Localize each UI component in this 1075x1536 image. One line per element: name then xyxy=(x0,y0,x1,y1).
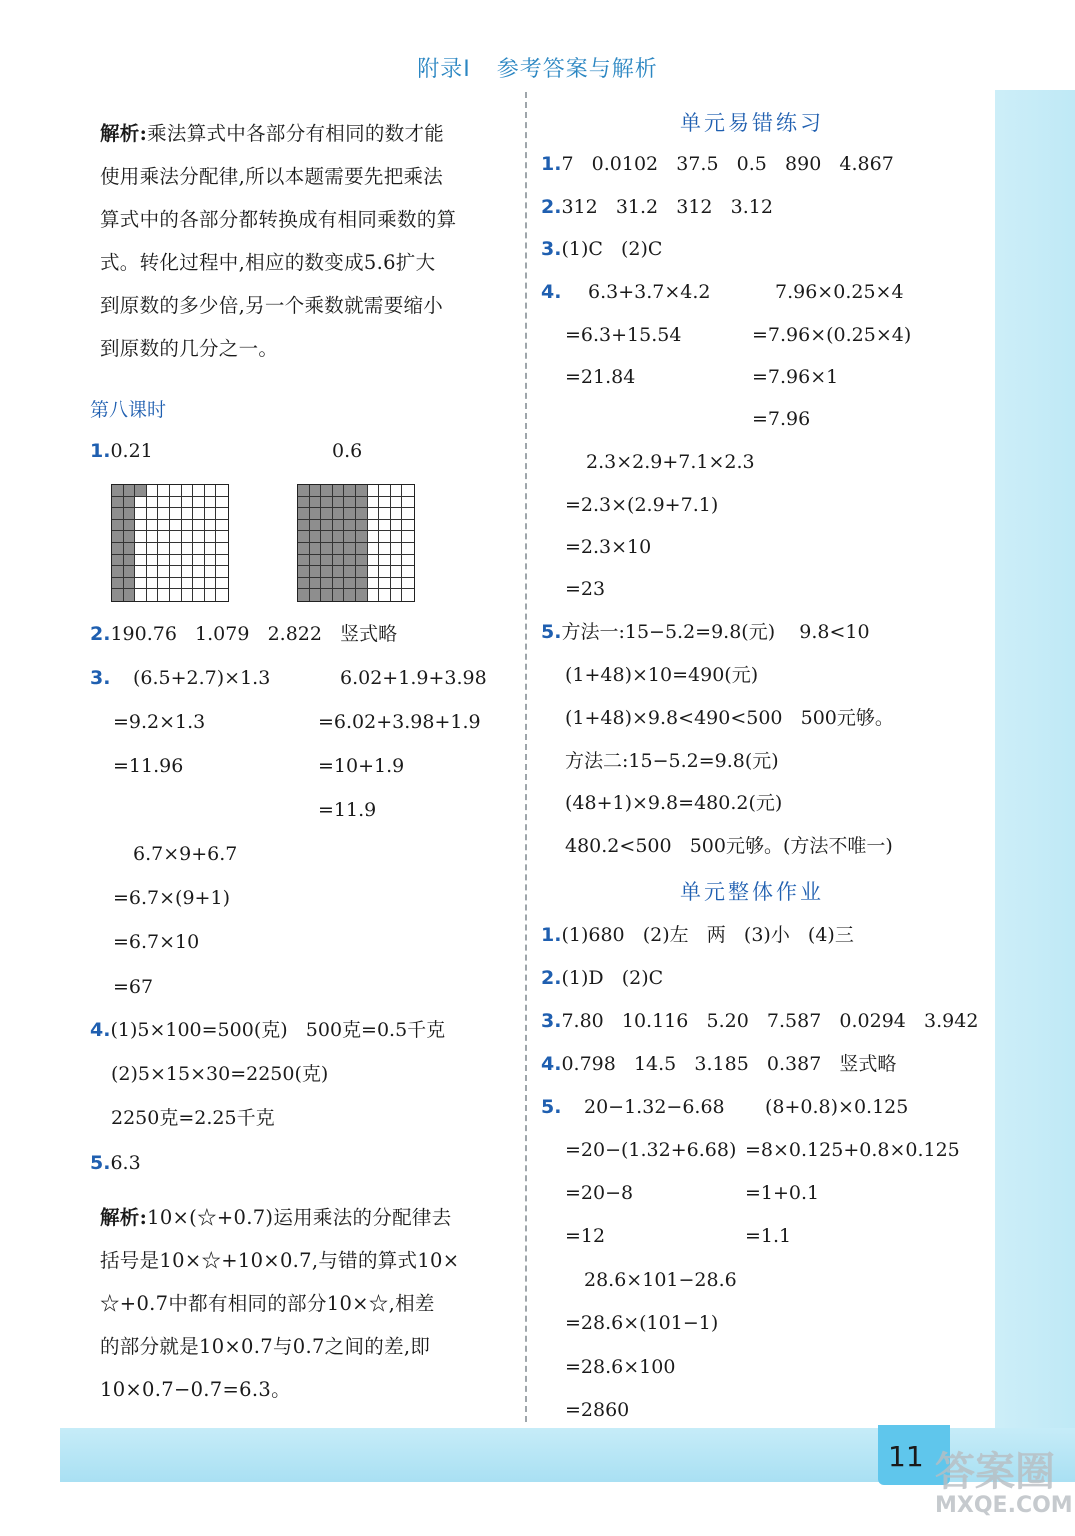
grid-cell xyxy=(193,508,205,520)
page-number: 11 xyxy=(888,1440,924,1473)
analysis-block-1 xyxy=(100,112,510,370)
grid-cell xyxy=(321,578,333,590)
grid-cell xyxy=(368,578,380,590)
grid-cell xyxy=(135,589,147,601)
analysis-line: 括号是10×☆+10×0.7,与错的算式10× xyxy=(100,1249,460,1272)
grid-cell xyxy=(391,543,403,555)
grid-cell xyxy=(344,578,356,590)
grid-cell xyxy=(182,508,194,520)
grid-cell xyxy=(193,555,205,567)
grid-cell xyxy=(402,578,414,590)
grid-cell xyxy=(391,566,403,578)
right-r3: 3.(1)C (2)C xyxy=(541,238,663,260)
grid-cell xyxy=(112,485,124,497)
right-r4-b3: =7.96 xyxy=(752,408,811,430)
right-r4-a0: 6.3+3.7×4.2 xyxy=(588,281,711,303)
grid-cell xyxy=(112,578,124,590)
grid-cell xyxy=(170,555,182,567)
left-q3-num: 3. xyxy=(90,667,111,689)
right-s5-c0: 28.6×101−28.6 xyxy=(584,1269,737,1291)
grid-cell xyxy=(205,497,217,509)
analysis-line: 10×0.7−0.7=6.3。 xyxy=(100,1378,291,1401)
grid-cell xyxy=(391,578,403,590)
grid-cell xyxy=(124,566,136,578)
grid-cell xyxy=(124,508,136,520)
header-title: 参考答案与解析 xyxy=(496,57,658,82)
grid-cell xyxy=(135,543,147,555)
left-q3-c3-2: =6.7×10 xyxy=(113,931,200,953)
analysis-label: 解析: xyxy=(100,122,148,145)
grid-cell xyxy=(368,520,380,532)
grid-cell xyxy=(124,578,136,590)
grid-cell xyxy=(379,555,391,567)
right-r5-2: (1+48)×9.8<490<500 500元够。 xyxy=(565,707,894,729)
right-r4-b2: =7.96×1 xyxy=(752,366,839,388)
grid-cell xyxy=(205,566,217,578)
grid-cell xyxy=(205,578,217,590)
grid-cell xyxy=(356,497,368,509)
grid-cell xyxy=(321,531,333,543)
left-q3-c1-0: (6.5+2.7)×1.3 xyxy=(133,667,271,689)
grid-cell xyxy=(344,497,356,509)
grid-cell xyxy=(402,485,414,497)
analysis-line: 10×(☆+0.7)运用乘法的分配律去 xyxy=(147,1206,452,1229)
grid-cell xyxy=(310,555,322,567)
grid-cell xyxy=(112,543,124,555)
grid-cell xyxy=(298,531,310,543)
grid-cell xyxy=(147,485,159,497)
grid-cell xyxy=(205,543,217,555)
analysis-line: 使用乘法分配律,所以本题需要先把乘法 xyxy=(100,165,444,188)
grid-cell xyxy=(216,520,228,532)
grid-cell xyxy=(321,497,333,509)
grid-cell xyxy=(147,497,159,509)
grid-cell xyxy=(135,497,147,509)
grid-cell xyxy=(379,566,391,578)
grid-cell xyxy=(379,520,391,532)
analysis-line: 到原数的几分之一。 xyxy=(100,337,279,360)
grid-cell xyxy=(158,497,170,509)
left-q3-c2-3: =11.9 xyxy=(318,799,377,821)
grid-cell xyxy=(391,589,403,601)
grid-cell xyxy=(135,485,147,497)
analysis-line: 到原数的多少倍,另一个乘数就需要缩小 xyxy=(100,294,444,317)
grid-cell xyxy=(368,497,380,509)
right-r1: 1.7 0.0102 37.5 0.5 890 4.867 xyxy=(541,153,894,175)
grid-cell xyxy=(402,555,414,567)
grid-cell xyxy=(391,555,403,567)
grid-cell xyxy=(182,589,194,601)
grid-cell xyxy=(135,566,147,578)
grid-cell xyxy=(321,485,333,497)
grid-cell xyxy=(402,520,414,532)
analysis-line: ☆+0.7中都有相同的部分10×☆,相差 xyxy=(100,1292,435,1315)
right-r4-b0: 7.96×0.25×4 xyxy=(775,281,904,303)
right-s2: 2.(1)D (2)C xyxy=(541,967,664,989)
left-q3-c2-2: =10+1.9 xyxy=(318,755,405,777)
grid-cell xyxy=(344,543,356,555)
left-q3-c1-2: =11.96 xyxy=(113,755,184,777)
grid-cell xyxy=(124,520,136,532)
grid-cell xyxy=(368,508,380,520)
grid-cell xyxy=(298,543,310,555)
analysis-line: 算式中的各部分都转换成有相同乘数的算 xyxy=(100,208,457,231)
watermark-logo: 答案圈 MXQE.COM xyxy=(935,1449,1073,1518)
grid-cell xyxy=(124,497,136,509)
grid-cell xyxy=(205,589,217,601)
grid-cell xyxy=(391,508,403,520)
grid-cell xyxy=(182,520,194,532)
grid-cell xyxy=(147,520,159,532)
right-s5-c2: =28.6×100 xyxy=(565,1356,676,1378)
grid-cell xyxy=(158,485,170,497)
grid-cell xyxy=(379,497,391,509)
grid-cell xyxy=(112,566,124,578)
grid-cell xyxy=(333,578,345,590)
grid-cell xyxy=(321,566,333,578)
grid-cell xyxy=(391,531,403,543)
grid-cell xyxy=(205,485,217,497)
right-r4-c3: =23 xyxy=(565,578,606,600)
grid-cell xyxy=(135,555,147,567)
grid-cell xyxy=(170,520,182,532)
grid-cell xyxy=(379,531,391,543)
grid-cell xyxy=(182,543,194,555)
right-r4-c1: =2.3×(2.9+7.1) xyxy=(565,494,719,516)
grid-cell xyxy=(298,566,310,578)
grid-cell xyxy=(135,531,147,543)
grid-cell xyxy=(310,520,322,532)
grid-cell xyxy=(298,485,310,497)
grid-cell xyxy=(402,531,414,543)
grid-cell xyxy=(368,555,380,567)
grid-cell xyxy=(333,497,345,509)
grid-cell xyxy=(216,485,228,497)
grid-cell xyxy=(344,508,356,520)
grid-cell xyxy=(182,485,194,497)
right-r4-a2: =21.84 xyxy=(565,366,636,388)
grid-cell xyxy=(344,555,356,567)
grid-cell xyxy=(112,555,124,567)
grid-cell xyxy=(379,508,391,520)
grid-cell xyxy=(298,578,310,590)
grid-cell xyxy=(333,508,345,520)
right-r4-b1: =7.96×(0.25×4) xyxy=(752,324,912,346)
right-r5-0: 5.方法一:15−5.2=9.8(元) 9.8<10 xyxy=(541,621,870,643)
grid-cell xyxy=(216,531,228,543)
grid-cell xyxy=(344,589,356,601)
right-r5-4: (48+1)×9.8=480.2(元) xyxy=(565,792,783,814)
right-s5-c1: =28.6×(101−1) xyxy=(565,1312,719,1334)
grid-cell xyxy=(124,543,136,555)
grid-cell xyxy=(147,578,159,590)
grid-cell xyxy=(147,589,159,601)
analysis-line: 的部分就是10×0.7与0.7之间的差,即 xyxy=(100,1335,431,1358)
grid-cell xyxy=(321,520,333,532)
grid-cell xyxy=(158,566,170,578)
grid-cell xyxy=(193,497,205,509)
grid-cell xyxy=(298,520,310,532)
grid-cell xyxy=(379,589,391,601)
right-r4-a1: =6.3+15.54 xyxy=(565,324,682,346)
grid-cell xyxy=(356,566,368,578)
grid-cell xyxy=(333,566,345,578)
grid-cell xyxy=(135,508,147,520)
left-q2: 2.190.76 1.079 2.822 竖式略 xyxy=(90,623,398,645)
grid-cell xyxy=(356,555,368,567)
grid-cell xyxy=(205,508,217,520)
grid-cell xyxy=(298,555,310,567)
grid-cell xyxy=(391,497,403,509)
left-q3-c2-1: =6.02+3.98+1.9 xyxy=(318,711,481,733)
grid-cell xyxy=(205,555,217,567)
grid-cell xyxy=(112,531,124,543)
grid-cell xyxy=(112,520,124,532)
grid-cell xyxy=(158,543,170,555)
left-q1-b: 0.6 xyxy=(332,440,363,462)
grid-cell xyxy=(368,485,380,497)
grid-cell xyxy=(402,508,414,520)
grid-cell xyxy=(333,531,345,543)
grid-cell xyxy=(379,543,391,555)
grid-cell xyxy=(368,543,380,555)
right-s5-num: 5. xyxy=(541,1096,562,1118)
grid-cell xyxy=(158,508,170,520)
right-s1: 1.(1)680 (2)左 两 (3)小 (4)三 xyxy=(541,924,854,946)
right-r5-5: 480.2<500 500元够。(方法不唯一) xyxy=(565,835,893,857)
right-r5-3: 方法二:15−5.2=9.8(元) xyxy=(565,750,779,772)
grid-cell xyxy=(158,555,170,567)
grid-cell xyxy=(310,497,322,509)
hundred-grid-0-6 xyxy=(297,484,415,602)
grid-cell xyxy=(368,589,380,601)
left-q3-c1-1: =9.2×1.3 xyxy=(113,711,206,733)
right-s5-c3: =2860 xyxy=(565,1399,630,1421)
grid-cell xyxy=(402,497,414,509)
grid-cell xyxy=(216,497,228,509)
analysis-label: 解析: xyxy=(100,1206,148,1229)
grid-cell xyxy=(391,520,403,532)
grid-cell xyxy=(193,531,205,543)
grid-cell xyxy=(193,566,205,578)
grid-cell xyxy=(310,531,322,543)
grid-cell xyxy=(170,531,182,543)
section-title: 第八课时 xyxy=(90,399,167,421)
grid-cell xyxy=(170,497,182,509)
grid-cell xyxy=(333,520,345,532)
grid-cell xyxy=(333,589,345,601)
grid-cell xyxy=(344,485,356,497)
analysis-block-2 xyxy=(100,1196,510,1411)
grid-cell xyxy=(333,555,345,567)
grid-cell xyxy=(321,555,333,567)
left-q3-c2-0: 6.02+1.9+3.98 xyxy=(340,667,487,689)
grid-cell xyxy=(216,566,228,578)
right-r4-num: 4. xyxy=(541,281,562,303)
grid-cell xyxy=(368,531,380,543)
grid-cell xyxy=(147,508,159,520)
right-r4-c0: 2.3×2.9+7.1×2.3 xyxy=(586,451,755,473)
grid-cell xyxy=(356,485,368,497)
left-q3-c3-0: 6.7×9+6.7 xyxy=(133,843,238,865)
grid-cell xyxy=(333,543,345,555)
grid-cell xyxy=(147,531,159,543)
grid-cell xyxy=(310,508,322,520)
grid-cell xyxy=(182,555,194,567)
grid-cell xyxy=(321,508,333,520)
grid-cell xyxy=(112,589,124,601)
grid-cell xyxy=(216,543,228,555)
grid-cell xyxy=(170,543,182,555)
appendix-label: 附录Ⅰ xyxy=(417,57,471,82)
right-s5-b1: =8×0.125+0.8×0.125 xyxy=(745,1139,960,1161)
grid-cell xyxy=(124,589,136,601)
grid-cell xyxy=(193,520,205,532)
grid-cell xyxy=(368,566,380,578)
grid-cell xyxy=(182,497,194,509)
grid-cell xyxy=(182,566,194,578)
right-s5-a1: =20−(1.32+6.68) xyxy=(565,1139,737,1161)
left-q3-c3-3: =67 xyxy=(113,976,154,998)
right-s3: 3.7.80 10.116 5.20 7.587 0.0294 3.942 xyxy=(541,1010,979,1032)
right-s5-a2: =20−8 xyxy=(565,1182,634,1204)
grid-cell xyxy=(321,589,333,601)
left-q4-line-0: 4.(1)5×100=500(克) 500克=0.5千克 xyxy=(90,1019,446,1041)
grid-cell xyxy=(344,520,356,532)
grid-cell xyxy=(310,485,322,497)
grid-cell xyxy=(205,520,217,532)
unit-title-whole: 单元整体作业 xyxy=(680,880,824,904)
grid-cell xyxy=(216,555,228,567)
grid-cell xyxy=(356,543,368,555)
grid-cell xyxy=(182,578,194,590)
grid-cell xyxy=(182,531,194,543)
analysis-line: 式。转化过程中,相应的数变成5.6扩大 xyxy=(100,251,436,274)
grid-cell xyxy=(135,520,147,532)
left-q1: 1.0.21 xyxy=(90,440,153,462)
grid-cell xyxy=(356,508,368,520)
grid-cell xyxy=(310,543,322,555)
grid-cell xyxy=(402,543,414,555)
analysis-line: 乘法算式中各部分有相同的数才能 xyxy=(147,122,445,145)
grid-cell xyxy=(193,578,205,590)
grid-cell xyxy=(216,578,228,590)
grid-cell xyxy=(379,578,391,590)
grid-cell xyxy=(124,531,136,543)
right-s5-b2: =1+0.1 xyxy=(745,1182,820,1204)
right-decorative-band xyxy=(995,90,1075,1460)
grid-cell xyxy=(298,508,310,520)
hundred-grid-0-21 xyxy=(111,484,229,602)
grid-cell xyxy=(158,531,170,543)
left-q4-line-2: 2250克=2.25千克 xyxy=(111,1107,275,1129)
grid-cell xyxy=(147,566,159,578)
grid-cell xyxy=(147,543,159,555)
grid-cell xyxy=(310,566,322,578)
grid-cell xyxy=(344,566,356,578)
grid-cell xyxy=(158,578,170,590)
grid-cell xyxy=(298,589,310,601)
left-q3-c3-1: =6.7×(9+1) xyxy=(113,887,230,909)
grid-cell xyxy=(333,485,345,497)
right-r4-c2: =2.3×10 xyxy=(565,536,652,558)
grid-cell xyxy=(356,531,368,543)
left-q5: 5.6.3 xyxy=(90,1152,141,1174)
right-s5-a3: =12 xyxy=(565,1225,606,1247)
right-s5-b3: =1.1 xyxy=(745,1225,792,1247)
grid-cell xyxy=(112,508,124,520)
grid-cell xyxy=(321,543,333,555)
grid-cell xyxy=(147,555,159,567)
grid-cell xyxy=(391,485,403,497)
grid-cell xyxy=(216,508,228,520)
grid-cell xyxy=(344,531,356,543)
grid-cell xyxy=(193,485,205,497)
page-header xyxy=(0,52,1075,83)
grid-cell xyxy=(135,578,147,590)
grid-cell xyxy=(356,520,368,532)
grid-cell xyxy=(193,589,205,601)
grid-cell xyxy=(356,578,368,590)
grid-cell xyxy=(112,497,124,509)
grid-cell xyxy=(193,543,205,555)
grid-cell xyxy=(298,497,310,509)
grid-cell xyxy=(205,531,217,543)
grid-cell xyxy=(310,589,322,601)
grid-cell xyxy=(170,589,182,601)
grid-cell xyxy=(124,485,136,497)
grid-cell xyxy=(216,589,228,601)
grid-cell xyxy=(402,589,414,601)
unit-title-errors: 单元易错练习 xyxy=(680,111,824,135)
right-s4: 4.0.798 14.5 3.185 0.387 竖式略 xyxy=(541,1053,897,1075)
grid-cell xyxy=(170,508,182,520)
right-s5-b0: (8+0.8)×0.125 xyxy=(765,1096,909,1118)
grid-cell xyxy=(379,485,391,497)
grid-cell xyxy=(158,589,170,601)
grid-cell xyxy=(170,566,182,578)
grid-cell xyxy=(170,578,182,590)
grid-cell xyxy=(402,566,414,578)
right-r5-1: (1+48)×10=490(元) xyxy=(565,664,759,686)
grid-cell xyxy=(356,589,368,601)
grid-cell xyxy=(310,578,322,590)
column-divider xyxy=(525,92,527,1422)
grid-cell xyxy=(170,485,182,497)
right-s5-a0: 20−1.32−6.68 xyxy=(584,1096,725,1118)
right-r2: 2.312 31.2 312 3.12 xyxy=(541,196,773,218)
grid-cell xyxy=(124,555,136,567)
left-q4-line-1: (2)5×15×30=2250(克) xyxy=(111,1063,329,1085)
grid-cell xyxy=(158,520,170,532)
